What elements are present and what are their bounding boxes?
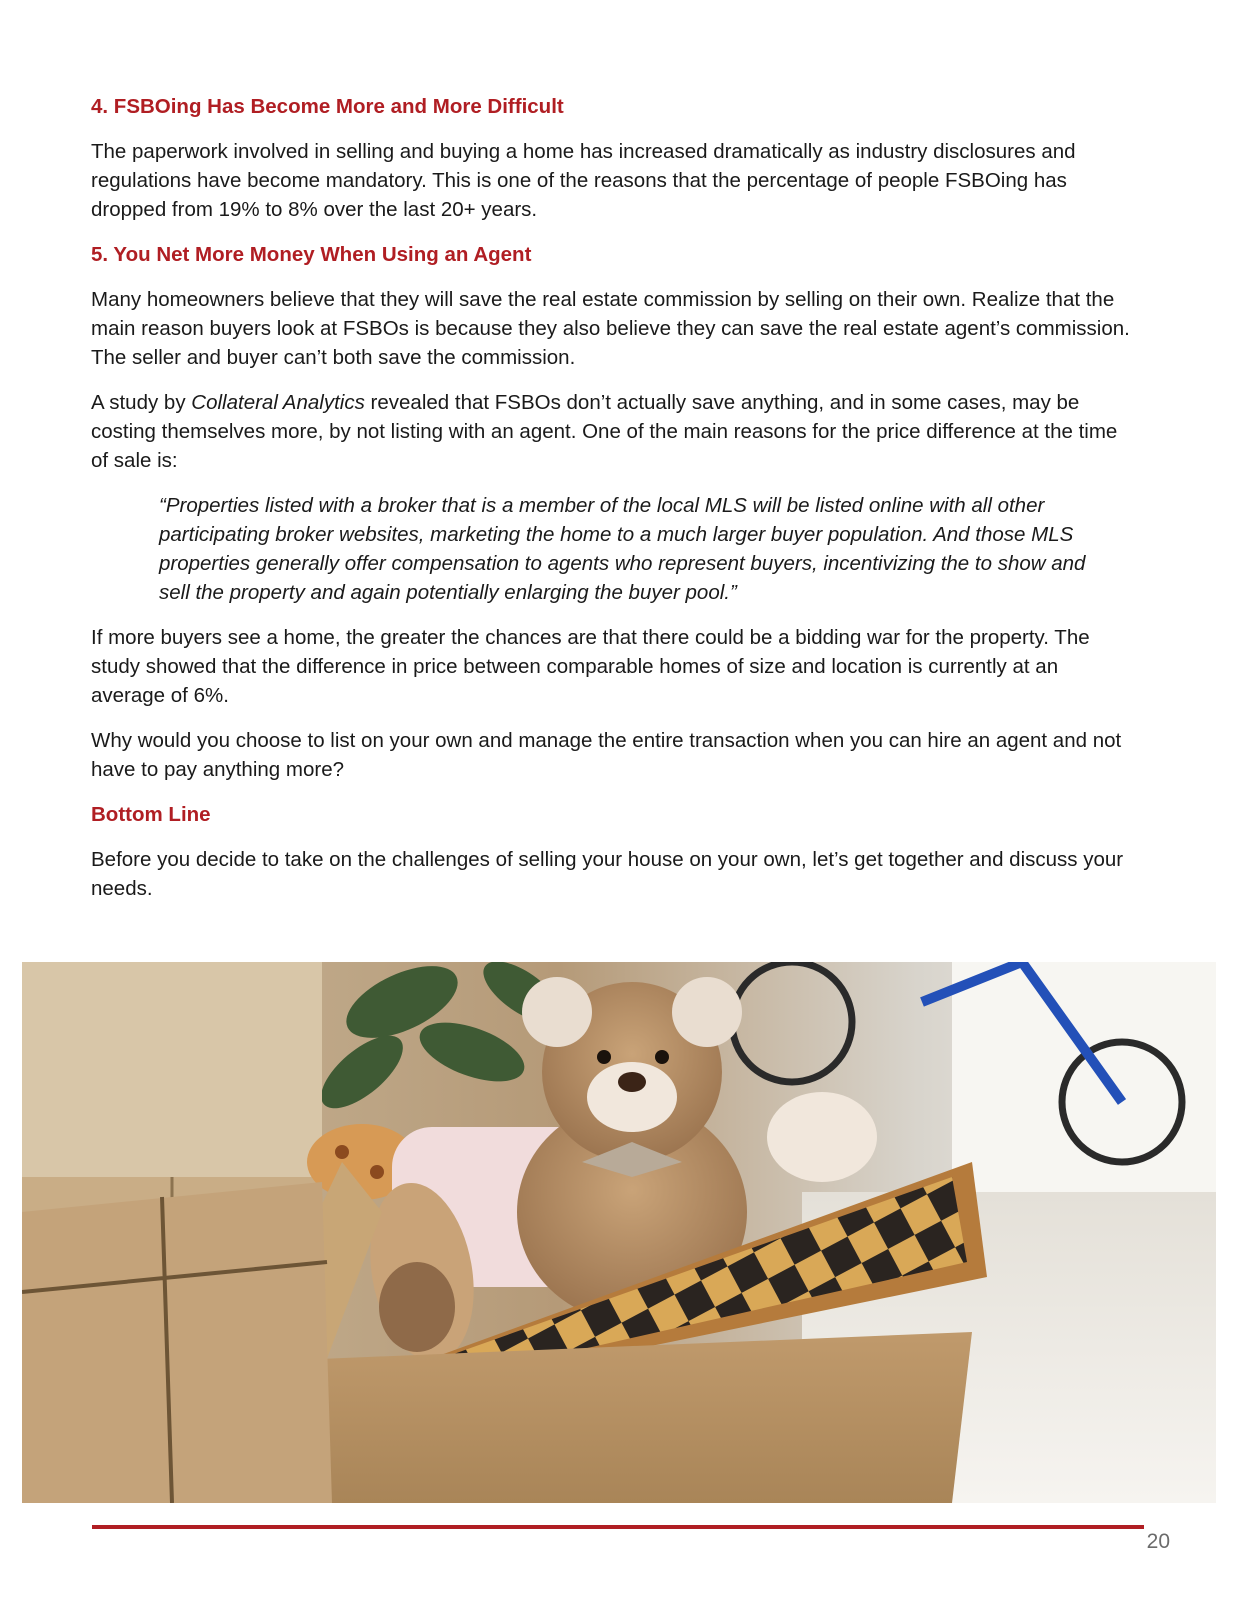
section-5-paragraph-4: Why would you choose to list on your own and manage the entire transaction when you can hire an agent and not have to pay anything more?: [91, 729, 1122, 781]
bottom-line-heading: Bottom Line: [91, 803, 211, 826]
study-quote: “Properties listed with a broker that is a member of the local MLS will be listed online with all other participating broker websites, marketing the home to a much larger buyer population. And those MLS properties generally offer compensation to agents who represent buyers, incentivizing the to show and sell the property and again potentially enlarging the buyer pool.”: [159, 494, 1086, 604]
page-number: 20: [1146, 1530, 1170, 1553]
moving-boxes-teddy-bear-photo: [22, 962, 1216, 1503]
wrapped-parcel: [22, 1182, 332, 1503]
section-4-heading: 4. FSBOing Has Become More and More Difficult: [91, 95, 564, 118]
study-intro-text: A study by: [91, 391, 192, 414]
study-source-name: Collateral Analytics: [191, 391, 365, 414]
section-5-heading: 5. You Net More Money When Using an Agent: [91, 243, 532, 266]
page-content: [91, 92, 1131, 919]
section-4-paragraph: The paperwork involved in selling and buying a home has increased dramatically as industry disclosures and regulations have become mandatory. This is one of the reasons that the percentage of people FSBOing has dropped from 19% to 8% over the last 20+ years.: [91, 140, 1076, 221]
section-5-paragraph-2: [91, 388, 1131, 475]
section-5-paragraph-3: If more buyers see a home, the greater the chances are that there could be a bidding war for the property. The study showed that the difference in price between comparable homes of size and location is currently at an average of 6%.: [91, 626, 1090, 707]
bottom-line-paragraph: Before you decide to take on the challenges of selling your house on your own, let’s get together and discuss your needs.: [91, 848, 1124, 900]
study-summary-text: revealed that FSBOs don’t actually save anything, and in some cases, may be costing themselves more, by not listing with an agent. One of the main reasons for the price difference at the time of sale is:: [91, 391, 1118, 472]
footer-rule: [92, 1525, 1144, 1529]
section-5-paragraph-1: Many homeowners believe that they will save the real estate commission by selling on their own. Realize that the main reason buyers look at FSBOs is because they also believe they can save the real estate agent’s commission. The seller and buyer can’t both save the commission.: [91, 288, 1130, 369]
